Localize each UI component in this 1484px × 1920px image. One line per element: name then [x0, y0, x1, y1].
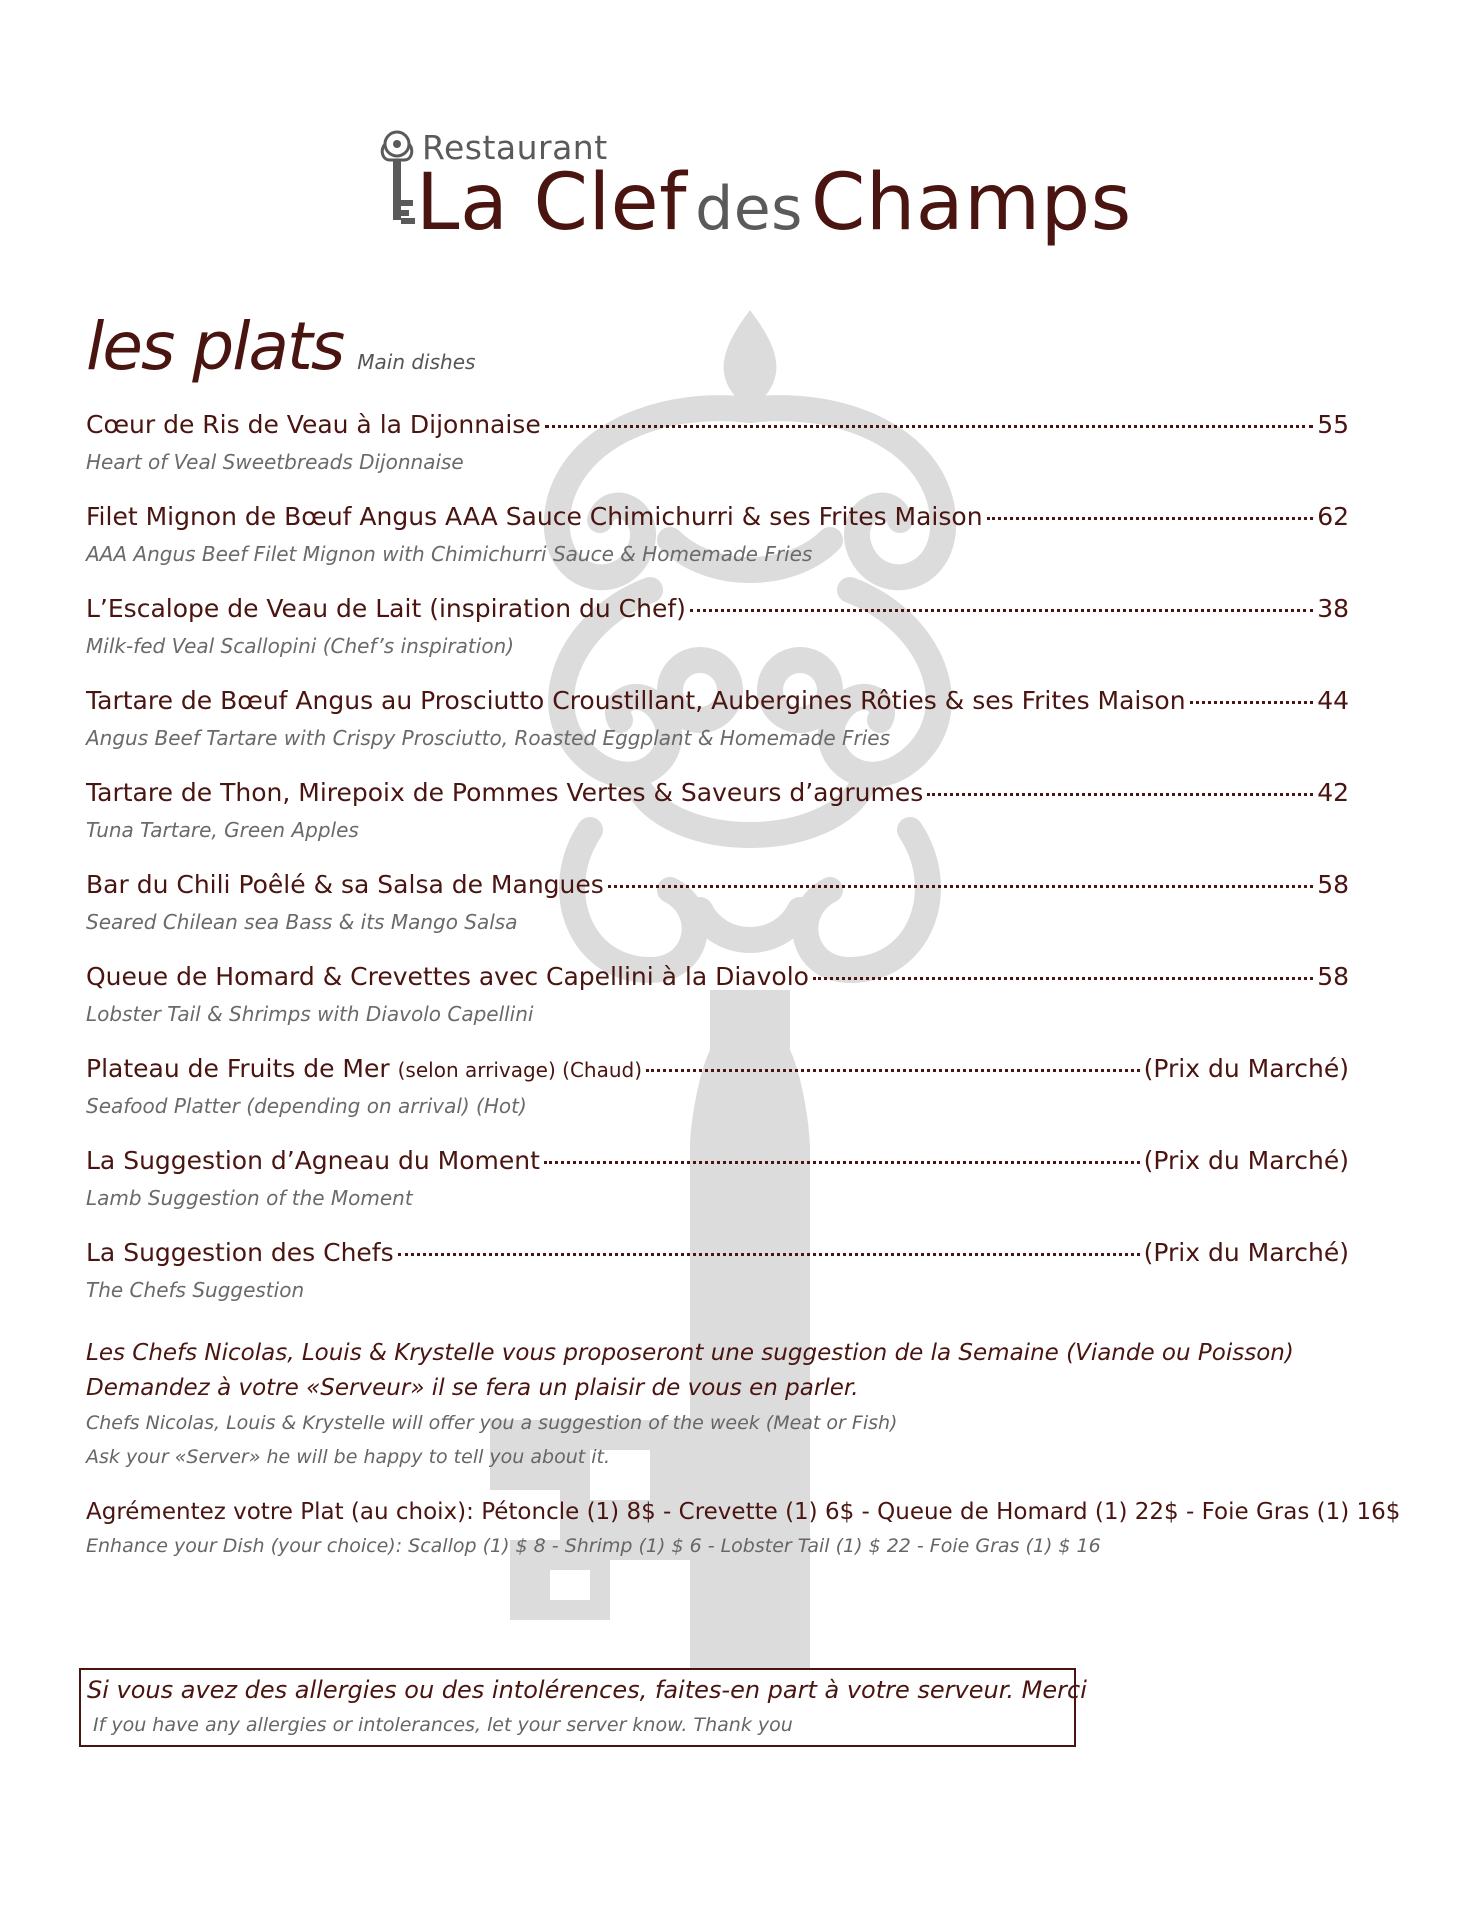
menu-item [86, 502, 1349, 594]
menu-item [86, 870, 1349, 962]
logo-restaurant-label: Restaurant [422, 128, 608, 167]
dot-leader [813, 977, 1313, 980]
dot-leader [1190, 701, 1314, 704]
logo-name-part1: La Clef [416, 158, 688, 248]
menu-item-name: Tartare de Bœuf Angus au Prosciutto Croustillant, Aubergines Rôties & ses Frites Maison [86, 686, 1186, 715]
enhance-dish-options [86, 1495, 1400, 1563]
note-fr-line2: Demandez à votre «Serveur» il se fera un plaisir de vous en parler. [86, 1375, 859, 1401]
menu-item-price: 42 [1317, 778, 1349, 807]
menu-item-name: La Suggestion d’Agneau du Moment [86, 1146, 540, 1175]
logo-restaurant-name [416, 158, 1132, 248]
menu-item-name: Tartare de Thon, Mirepoix de Pommes Vertes & Saveurs d’agrumes [86, 778, 924, 807]
logo-name-part2: des [695, 174, 803, 244]
menu-item [86, 778, 1349, 870]
dot-leader [398, 1253, 1140, 1256]
menu-item-description: Lobster Tail & Shrimps with Diavolo Capellini [86, 1002, 534, 1026]
note-en-line1: Chefs Nicolas, Louis & Krystelle will offer you a suggestion of the week (Meat or Fish) [86, 1412, 898, 1434]
menu-item-description: Milk-fed Veal Scallopini (Chef’s inspiration) [86, 634, 515, 658]
dot-leader [690, 609, 1313, 612]
menu-item-name: La Suggestion des Chefs [86, 1238, 394, 1267]
dot-leader [544, 1161, 1140, 1164]
menu-item [86, 1146, 1349, 1238]
logo-name-part3: Champs [810, 158, 1132, 248]
key-icon [376, 130, 418, 230]
menu-item-price: (Prix du Marché) [1143, 1238, 1349, 1267]
dot-leader [927, 793, 1313, 796]
menu-item-price: 58 [1317, 962, 1349, 991]
allergy-en: If you have any allergies or intolerances, let your server know. Thank you [93, 1714, 793, 1736]
menu-item-description: Seared Chilean sea Bass & its Mango Salsa [86, 910, 518, 934]
menu-item [86, 1054, 1349, 1146]
menu-item-description: Lamb Suggestion of the Moment [86, 1186, 413, 1210]
menu-item-description: AAA Angus Beef Filet Mignon with Chimichurri Sauce & Homemade Fries [86, 542, 813, 566]
menu-item-description: Angus Beef Tartare with Crispy Prosciutto, Roasted Eggplant & Homemade Fries [86, 726, 890, 750]
section-title-fr: les plats [86, 308, 344, 385]
menu-item-price: (Prix du Marché) [1143, 1146, 1349, 1175]
section-title-en: Main dishes [357, 350, 476, 374]
menu-item [86, 1238, 1349, 1330]
menu-item-name: Filet Mignon de Bœuf Angus AAA Sauce Chimichurri & ses Frites Maison [86, 502, 983, 531]
allergy-notice [79, 1668, 1087, 1747]
menu-item-price: 55 [1317, 410, 1349, 439]
dot-leader [545, 425, 1313, 428]
menu-item [86, 686, 1349, 778]
menu-item-description: The Chefs Suggestion [86, 1278, 305, 1302]
menu-item [86, 410, 1349, 502]
note-en-line2: Ask your «Server» he will be happy to tell you about it. [86, 1446, 610, 1468]
menu-item-price: 44 [1317, 686, 1349, 715]
section-heading [86, 308, 475, 385]
dot-leader [987, 517, 1314, 520]
menu-item-name: Bar du Chili Poêlé & sa Salsa de Mangues [86, 870, 604, 899]
note-fr-line1: Les Chefs Nicolas, Louis & Krystelle vous proposeront une suggestion de la Semaine (Viande ou Poisson) [86, 1340, 1294, 1366]
menu-item [86, 962, 1349, 1054]
menu-item-name: Plateau de Fruits de Mer [86, 1054, 390, 1083]
menu-item-price: 62 [1317, 502, 1349, 531]
dot-leader [608, 885, 1313, 888]
enhance-fr: Agrémentez votre Plat (au choix): Pétoncle (1) 8$ - Crevette (1) 6$ - Queue de Homard (1) 22$ - Foie Gras (1) 16$ [86, 1499, 1401, 1525]
menu-item-price: 58 [1317, 870, 1349, 899]
menu-item [86, 594, 1349, 686]
menu-item-description: Seafood Platter (depending on arrival) (Hot) [86, 1094, 527, 1118]
menu-item-price: 38 [1317, 594, 1349, 623]
menu-item-name: Cœur de Ris de Veau à la Dijonnaise [86, 410, 541, 439]
menu-item-note: (selon arrivage) (Chaud) [397, 1058, 643, 1082]
menu-list [86, 410, 1349, 1330]
allergy-fr: Si vous avez des allergies ou des intolérences, faites-en part à votre serveur. Merci [87, 1676, 1087, 1704]
menu-item-description: Heart of Veal Sweetbreads Dijonnaise [86, 450, 464, 474]
menu-item-price: (Prix du Marché) [1143, 1054, 1349, 1083]
dot-leader [646, 1069, 1140, 1072]
menu-item-description: Tuna Tartare, Green Apples [86, 818, 359, 842]
enhance-en: Enhance your Dish (your choice): Scallop (1) $ 8 - Shrimp (1) $ 6 - Lobster Tail (1) $ 22 - Foie Gras (1) $ 16 [86, 1535, 1101, 1557]
menu-item-name: L’Escalope de Veau de Lait (inspiration du Chef) [86, 594, 686, 623]
chefs-suggestion-note [86, 1336, 1294, 1474]
menu-item-name: Queue de Homard & Crevettes avec Capellini à la Diavolo [86, 962, 809, 991]
